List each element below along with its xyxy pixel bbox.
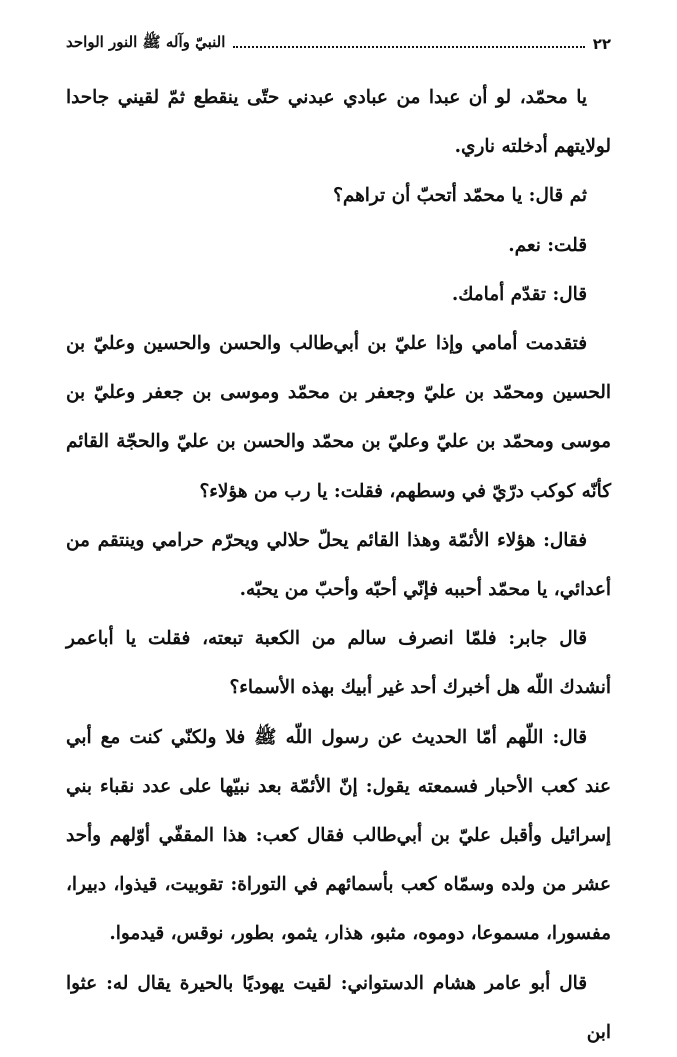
paragraph: فتقدمت أمامي وإذا عليّ بن أبي‌طالب والحسن والحسين وعليّ بن الحسين ومحمّد بن عليّ وجعفر بن محمّد وموسى بن جعفر وعليّ بن موسى ومحمّد بن عليّ وعليّ بن محمّد والحسن بن عليّ والحجّة القائم كأنّه كوكب درّيّ في وسطهم، فقلت: يا رب من هؤلاء؟ bbox=[66, 333, 611, 502]
paragraph: فقال: هؤلاء الأئمّة وهذا القائم يحلّ حلالي ويحرّم حرامي وينتقم من أعدائي، يا محمّد أحببه فإنّي أحبّه وأحبّ من يحبّه. bbox=[66, 529, 611, 601]
page-number: ٢٢ bbox=[592, 35, 611, 53]
paragraph: يا محمّد، لو أن عبدا من عبادي عبدني حتّى ينقطع ثمّ لقيني جاحدا لولايتهم أدخلته ناري. bbox=[66, 87, 611, 158]
paragraph: قلت: نعم. bbox=[508, 234, 587, 256]
page-header bbox=[66, 30, 611, 58]
paragraph: قال: اللّهم أمّا الحديث عن رسول اللّه ﷺ فلا ولكنّي كنت مع أبي عند كعب الأحبار فسمعته يقول: إنّ الأئمّة بعد نبيّها على عدد نقباء بني إسرائيل وأقبل عليّ بن أبي‌طالب فقال كعب: هذا المقفّي أوّلهم وأحد عشر من ولده وسمّاه كعب بأسمائهم في التوراة: تقوبيت، قيذوا، دبيرا، مفسورا، مسموعا، دوموه، مثبو، هذار، يثمو، بطور، نوقس، قيدموا. bbox=[66, 726, 611, 945]
paragraph: قال أبو عامر هشام الدستواني: لقيت يهوديًا بالحيرة يقال له: عثوا ابن bbox=[66, 972, 611, 1043]
paragraph: قال جابر: فلمّا انصرف سالم من الكعبة تبعته، فقلت يا أباعمر أنشدك اللّه هل أخبرك أحد غير أبيك بهذه الأسماء؟ bbox=[66, 628, 611, 699]
page-body bbox=[66, 73, 611, 1057]
paragraph: ثم قال: يا محمّد أتحبّ أن تراهم؟ bbox=[333, 185, 587, 207]
paragraph: قال: تقدّم أمامك. bbox=[451, 283, 587, 305]
running-title: النبيّ وآله ﷺ النور الواحد bbox=[66, 33, 226, 51]
header-dotted-leader bbox=[233, 46, 584, 48]
